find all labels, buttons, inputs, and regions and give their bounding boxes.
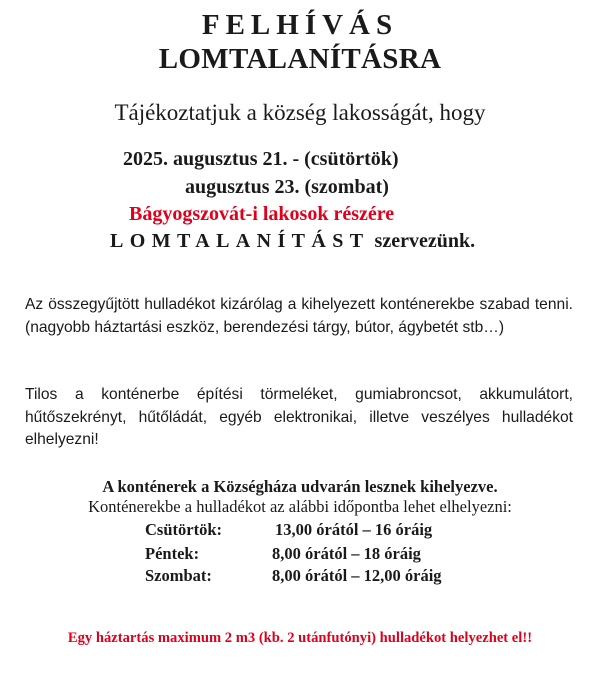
paragraph-prohibited-waste: Tilos a konténerbe építési törmeléket, gumiabroncsot, akkumulátort, hűtőszekrényt, hűtőládát, egyéb elektronikai, illetve veszélyes hulladékot elhelyezni! [25, 386, 573, 448]
paragraph-allowed-waste: Az összegyűjtött hulladékot kizárólag a kihelyezett konténerekbe szabad tenni. (nagyobb háztartási eszköz, berendezési tárgy, bútor, ágybetét stb…) [25, 296, 573, 336]
schedule-time-friday: 8,00 órától – 18 óráig [272, 544, 421, 563]
title-line-1: FELHÍVÁS [201, 9, 399, 41]
title-line-2: LOMTALANÍTÁSRA [158, 43, 442, 75]
schedule-day-friday: Péntek: [145, 544, 200, 563]
household-limit-notice: Egy háztartás maximum 2 m3 (kb. 2 utánfutónyi) hulladékot helyezhet el!! [67, 630, 533, 646]
announcement-rest: szervezünk. [374, 230, 476, 252]
date-line-1: 2025. augusztus 21. - (csütörtök) [123, 148, 399, 170]
schedule-intro: Konténerekbe a hulladékot az alábbi időpontba lehet elhelyezni: [88, 497, 512, 516]
intro-text: Tájékoztatjuk a község lakosságát, hogy [114, 100, 486, 125]
announcement-line [110, 230, 475, 253]
residents-line: Bágyogszovát-i lakosok részére [129, 203, 395, 225]
announcement-spaced-word: LOMTALANÍTÁST [110, 230, 370, 252]
schedule-day-saturday: Szombat: [145, 566, 212, 585]
schedule-day-thursday: Csütörtök: [145, 520, 222, 539]
container-location: A konténerek a Községháza udvarán lesznek kihelyezve. [102, 477, 498, 496]
date-line-2: augusztus 23. (szombat) [185, 176, 389, 198]
schedule-time-thursday: 13,00 órától – 16 óráig [275, 520, 433, 539]
schedule-time-saturday: 8,00 órától – 12,00 óráig [272, 566, 442, 585]
